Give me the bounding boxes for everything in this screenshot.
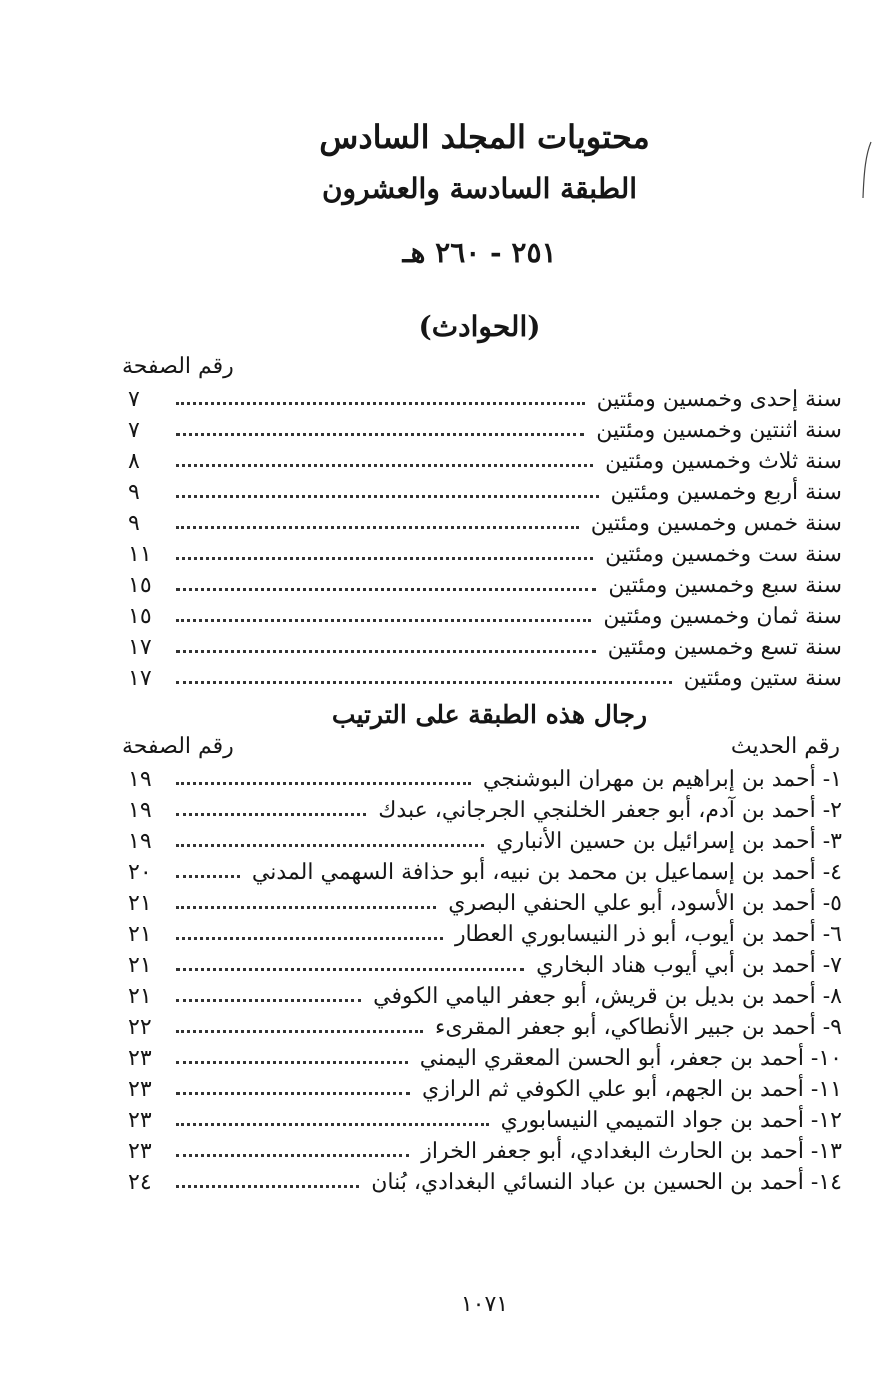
page-number: ١٩ <box>128 798 152 823</box>
volume-title: محتويات المجلد السادس <box>319 118 650 156</box>
page-number: ٢٣ <box>128 1046 152 1071</box>
dot-leader <box>176 937 443 940</box>
page-number: ٩ <box>128 480 140 505</box>
page-number: ٢٣ <box>128 1108 152 1133</box>
hadith-column-label: رقم الحديث <box>730 734 840 759</box>
dot-leader <box>176 1154 409 1157</box>
dot-leader <box>176 999 361 1002</box>
list-item <box>128 1105 842 1136</box>
entry-label: ١٤- أحمد بن الحسين بن عباد النسائي البغدادي، بُنان <box>371 1170 842 1195</box>
entry-label: ١٢- أحمد بن جواد التميمي النيسابوري <box>500 1108 842 1133</box>
events-label: (الحوادث) <box>418 310 541 343</box>
page-number: ٧ <box>128 418 140 443</box>
page-number: ٢١ <box>128 984 152 1009</box>
page-number: ٢١ <box>128 922 152 947</box>
list-item <box>128 795 842 826</box>
dot-leader <box>176 650 596 653</box>
list-item <box>128 446 842 477</box>
list-item <box>128 826 842 857</box>
entry-label: سنة ثلاث وخمسين ومئتين <box>605 449 842 474</box>
entry-label: سنة أربع وخمسين ومئتين <box>610 480 842 505</box>
list-item <box>128 981 842 1012</box>
page-number: ٢١ <box>128 953 152 978</box>
entry-label: سنة إحدى وخمسين ومئتين <box>596 387 842 412</box>
entry-label: ١- أحمد بن إبراهيم بن مهران البوشنجي <box>482 767 842 792</box>
list-item <box>128 415 842 446</box>
list-item <box>128 919 842 950</box>
men-page-column-label: رقم الصفحة <box>122 734 234 759</box>
dot-leader <box>176 557 593 560</box>
list-item <box>128 601 842 632</box>
dot-leader <box>176 1030 423 1033</box>
page-number: ١٧ <box>128 666 152 691</box>
entry-label: سنة ستين ومئتين <box>683 666 842 691</box>
dot-leader <box>176 526 579 529</box>
dot-leader <box>176 433 584 436</box>
men-section-title: رجال هذه الطبقة على الترتيب <box>331 700 648 729</box>
list-item <box>128 384 842 415</box>
dot-leader <box>176 1185 359 1188</box>
list-item <box>128 539 842 570</box>
entry-label: ٢- أحمد بن آدم، أبو جعفر الخلنجي الجرجاني، عبدك <box>378 798 842 823</box>
dot-leader <box>176 1061 408 1064</box>
dot-leader <box>176 1123 489 1126</box>
dot-leader <box>176 906 436 909</box>
page-number: ١٥ <box>128 573 152 598</box>
list-item <box>128 570 842 601</box>
entry-label: ٣- أحمد بن إسرائيل بن حسين الأنباري <box>496 829 842 854</box>
dot-leader <box>176 875 240 878</box>
entry-label: ٩- أحمد بن جبير الأنطاكي، أبو جعفر المقرىء <box>435 1015 842 1040</box>
page-number: ٢٢ <box>128 1015 152 1040</box>
page-number: ٢٣ <box>128 1077 152 1102</box>
list-item <box>128 508 842 539</box>
dot-leader <box>176 813 366 816</box>
dot-leader <box>176 782 471 785</box>
entry-label: سنة اثنتين وخمسين ومئتين <box>596 418 842 443</box>
entry-label: ٥- أحمد بن الأسود، أبو علي الحنفي البصري <box>448 891 842 916</box>
men-list <box>128 764 842 1198</box>
page-number: ١٧ <box>128 635 152 660</box>
entry-label: سنة سبع وخمسين ومئتين <box>608 573 842 598</box>
page-number: ٢٣ <box>128 1139 152 1164</box>
page-number: ١٩ <box>128 767 152 792</box>
entry-label: سنة ثمان وخمسين ومئتين <box>603 604 842 629</box>
year-range: ٢٥١ - ٢٦٠ هـ <box>402 236 557 269</box>
entry-label: ٤- أحمد بن إسماعيل بن محمد بن نبيه، أبو حذافة السهمي المدني <box>251 860 842 885</box>
class-title: الطبقة السادسة والعشرون <box>321 172 637 205</box>
dot-leader <box>176 619 591 622</box>
list-item <box>128 632 842 663</box>
list-item <box>128 1043 842 1074</box>
list-item <box>128 888 842 919</box>
entry-label: ١٣- أحمد بن الحارث البغدادي، أبو جعفر الخراز <box>421 1139 842 1164</box>
events-list <box>128 384 842 694</box>
entry-label: سنة خمس وخمسين ومئتين <box>590 511 842 536</box>
page-folio-number: ١٠٧١ <box>460 1292 509 1317</box>
page-number: ١٩ <box>128 829 152 854</box>
list-item <box>128 1167 842 1198</box>
list-item <box>128 950 842 981</box>
list-item <box>128 764 842 795</box>
list-item <box>128 663 842 694</box>
page-number: ٢٤ <box>128 1170 152 1195</box>
entry-label: ١٠- أحمد بن جعفر، أبو الحسن المعقري اليمني <box>419 1046 842 1071</box>
list-item <box>128 1136 842 1167</box>
list-item <box>128 477 842 508</box>
dot-leader <box>176 968 524 971</box>
list-item <box>128 857 842 888</box>
dot-leader <box>176 681 672 684</box>
page-number: ١١ <box>128 542 152 567</box>
events-page-column-label: رقم الصفحة <box>122 354 234 379</box>
list-item <box>128 1012 842 1043</box>
entry-label: ٨- أحمد بن بديل بن قريش، أبو جعفر اليامي الكوفي <box>373 984 842 1009</box>
entry-label: سنة ست وخمسين ومئتين <box>605 542 842 567</box>
page-number: ٢١ <box>128 891 152 916</box>
dot-leader <box>176 844 484 847</box>
page-number: ٢٠ <box>128 860 152 885</box>
dot-leader <box>176 588 596 591</box>
dot-leader <box>176 495 599 498</box>
dot-leader <box>176 464 593 467</box>
list-item <box>128 1074 842 1105</box>
entry-label: ١١- أحمد بن الجهم، أبو علي الكوفي ثم الرازي <box>422 1077 842 1102</box>
dot-leader <box>176 402 585 405</box>
page-number: ٩ <box>128 511 140 536</box>
page-number: ١٥ <box>128 604 152 629</box>
entry-label: سنة تسع وخمسين ومئتين <box>607 635 842 660</box>
entry-label: ٧- أحمد بن أبي أيوب هناد البخاري <box>536 953 842 978</box>
entry-label: ٦- أحمد بن أيوب، أبو ذر النيسابوري العطار <box>454 922 842 947</box>
page-number: ٧ <box>128 387 140 412</box>
page-number: ٨ <box>128 449 140 474</box>
dot-leader <box>176 1092 410 1095</box>
